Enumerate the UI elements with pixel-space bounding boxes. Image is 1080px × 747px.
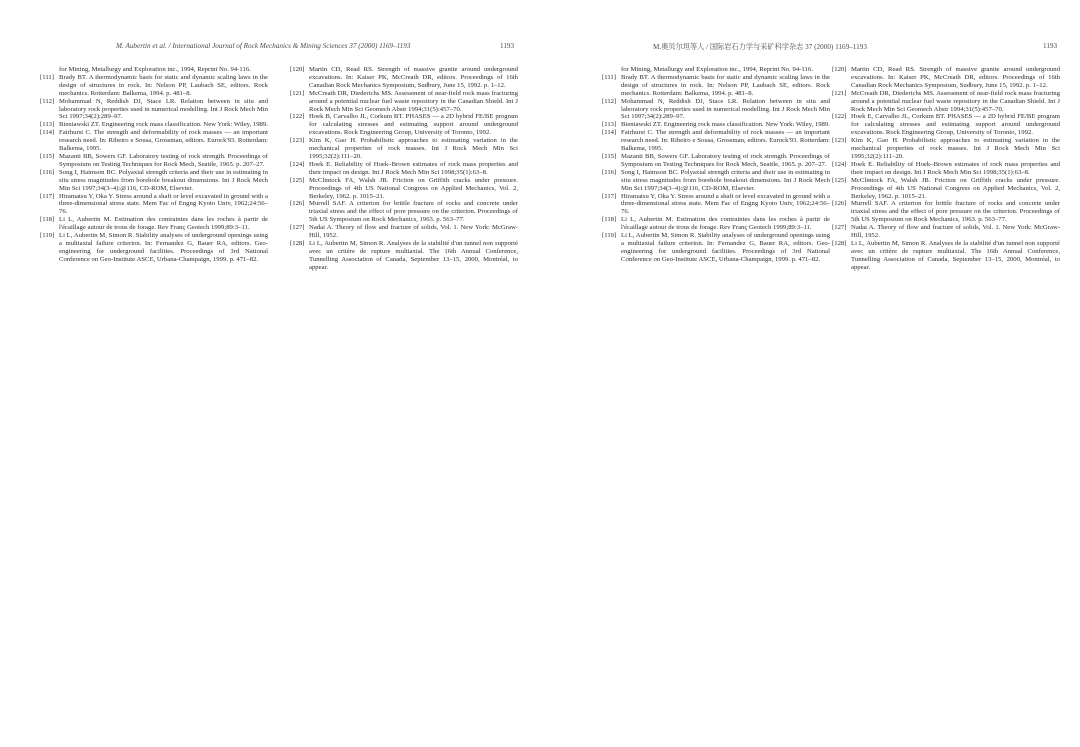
reference-entry xyxy=(602,98,830,122)
reference-number: [117] xyxy=(40,192,55,200)
reference-number: [121] xyxy=(832,89,847,97)
reference-text: McCreath DR, Diederichs MS. Assessment of near-field rock mass fracturing around a potential nuclear fuel waste repository in the Canadian Shield. Int J Rock Mech Min Sci Geomech Abstr 1994;31(5):457–70. xyxy=(851,89,1060,113)
reference-number: [118] xyxy=(602,216,617,224)
reference-number: [116] xyxy=(40,168,55,176)
reference-number: [127] xyxy=(832,224,847,232)
reference-text: Bieniawski ZT. Engineering rock mass classification. New York: Wiley, 1989. xyxy=(621,121,830,129)
reference-number: [116] xyxy=(602,168,617,176)
reference-number: [126] xyxy=(832,200,847,208)
page-number: 1193 xyxy=(1043,42,1058,50)
reference-number: [122] xyxy=(290,113,305,121)
reference-number: [118] xyxy=(40,216,55,224)
reference-text: Mohammad N, Reddish DJ, Stace LR. Relation between in situ and laboratory rock properties used in numerical modelling. Int J Rock Mech Min Sci 1997;34(2):289–97. xyxy=(59,97,268,121)
reference-number: [128] xyxy=(832,239,847,247)
reference-entry xyxy=(40,98,268,122)
reference-number: [125] xyxy=(832,176,847,184)
reference-number: [113] xyxy=(40,121,55,129)
reference-text: Mohammad N, Reddish DJ, Stace LR. Relation between in situ and laboratory rock properties used in numerical modelling. Int J Rock Mech Min Sci 1997;34(2):289–97. xyxy=(621,97,830,121)
reference-number: [111] xyxy=(602,73,616,81)
reference-number: [114] xyxy=(40,129,55,137)
reference-number: [119] xyxy=(40,232,55,240)
reference-text: Hoek E. Reliability of Hoek–Brown estimates of rock mass properties and their impact on design. Int J Rock Mech Min Sci 1998;35(1):63–8. xyxy=(851,160,1060,176)
reference-text: Mazanti BB, Sowers GF. Laboratory testing of rock strength. Proceedings of Symposium on Testing Techniques for Rock Mech, Seattle, 1965. p. 207–27. xyxy=(59,152,268,168)
page-number: 1193 xyxy=(500,42,515,50)
reference-number: [124] xyxy=(290,160,305,168)
reference-column-right xyxy=(832,66,1060,272)
reference-column-right xyxy=(290,66,518,272)
header-authors: M.奥贝尔坦等人 xyxy=(653,43,705,51)
header-journal: / 国际岩石力学与采矿科学杂志 37 (2000) 1169–1193 xyxy=(706,43,867,51)
reference-number: [115] xyxy=(40,152,55,160)
reference-entry xyxy=(290,224,518,240)
reference-text: Hoek B, Carvalho JL, Corkum BT. PHASES — a 2D hybrid FE/BE program for calculating stresses and estimating support around underground excavations. Rock Engineering Group, University of Toronto, 1992. xyxy=(309,113,518,137)
reference-entry xyxy=(40,153,268,169)
reference-entry xyxy=(290,161,518,177)
reference-entry xyxy=(602,129,830,153)
reference-text: Li L, Aubertin M. Estimation des contraintes dans les roches à partir de l'écaillage autour de trous de forage. Rev Franç Geotech 1999;89:3–11. xyxy=(59,216,268,232)
reference-number: [111] xyxy=(40,73,54,81)
reference-number: [113] xyxy=(602,121,617,129)
reference-text: Martin CD, Read RS. Strength of massive granite around underground excavations. In: Kaiser PK, McCreath DR, editors. Proceedings of 16th Canadian Rock Mechanics Symposium, Sudbury, June 15, 1992. p. 1–12. xyxy=(851,66,1060,89)
reference-text: McCreath DR, Diederichs MS. Assessment of near-field rock mass fracturing around a potential nuclear fuel waste repository in the Canadian Shield. Int J Rock Mech Min Sci Geomech Abstr 1994;31(5):457–70. xyxy=(309,89,518,113)
reference-number: [112] xyxy=(40,97,55,105)
reference-entry xyxy=(832,200,1060,224)
reference-entry xyxy=(40,66,268,74)
reference-text: Hiramatsu Y, Oka Y. Stress around a shaft or level excavated in ground with a three-dimensional stress state. Mem Fac of Engng Kyoto Univ, 1962;24:56–76. xyxy=(59,192,268,216)
reference-number: [119] xyxy=(602,232,617,240)
reference-number: [122] xyxy=(832,113,847,121)
reference-number: [114] xyxy=(602,129,617,137)
reference-number: [123] xyxy=(832,137,847,145)
reference-entry xyxy=(832,66,1060,90)
reference-text: Li L, Aubertin M, Simon R. Analyses de la stabilité d'un tunnel non supporté avec un critère de rupture multiaxial. The 16th Annual Conference, Tunnelling Association of Canada, September 13–15, 2000, Montréal, to appear. xyxy=(851,239,1060,271)
reference-text: Martin CD, Read RS. Strength of massive granite around underground excavations. In: Kaiser PK, McCreath DR, editors. Proceedings of 16th Canadian Rock Mechanics Symposium, Sudbury, June 15, 1992. p. 1–12. xyxy=(309,66,518,89)
reference-text: Song I, Haimson BC. Polyaxial strength criteria and their use in estimating in situ stress magnitudes from borehole breakout dimensions. Int J Rock Mech Min Sci 1997;34(3–4):@116, CD-ROM, Elsevier. xyxy=(621,168,830,192)
reference-number: [124] xyxy=(832,160,847,168)
reference-number: [120] xyxy=(832,66,847,73)
reference-entry xyxy=(602,74,830,98)
reference-entry xyxy=(290,240,518,272)
header-journal: / International Journal of Rock Mechanics & Mining Sciences 37 (2000) 1169–1193 xyxy=(168,42,411,50)
reference-text: Murrell SAF. A criterion for brittle fracture of rocks and concrete under triaxial stress and the effect of pore pressure on the criterion. Proceedings of 5th US Symposium on Rock Mechanics, 1963. p. 563–77. xyxy=(851,200,1060,224)
running-header xyxy=(116,42,410,50)
reference-text: Mazanti BB, Sowers GF. Laboratory testing of rock strength. Proceedings of Symposium on Testing Techniques for Rock Mech, Seattle, 1965. p. 207–27. xyxy=(621,152,830,168)
reference-text: Brady BT. A thermodynamic basis for static and dynamic scaling laws in the design of structures in rock. In: Nelson PP, Laubach SE, editors. Rock mechanics. Rotterdam: Balkema, 1994. p. 481–8. xyxy=(59,73,268,97)
reference-text: Brady BT. A thermodynamic basis for static and dynamic scaling laws in the design of structures in rock. In: Nelson PP, Laubach SE, editors. Rock mechanics. Rotterdam: Balkema, 1994. p. 481–8. xyxy=(621,73,830,97)
reference-text: Li L, Aubertin M, Simon R. Stability analyses of underground openings using a multiaxial failure criterion. In: Fernandez G, Bauer RA, editors. Geo-engineering for underground facilities. Proceedings of 3rd National Conference on Geo-Institute ASCE, Urbana-Champaign, 1999. p. 471–82. xyxy=(59,232,268,263)
reference-entry xyxy=(290,137,518,161)
reference-entry xyxy=(602,153,830,169)
reference-entry xyxy=(40,121,268,129)
reference-text: Kim K, Gao H. Probabilistic approaches to estimating variation in the mechanical properties of rock masses. Int J Rock Mech Min Sci 1995;32(2):111–20. xyxy=(851,137,1060,160)
reference-text: Nadai A. Theory of flow and fracture of solids, Vol. 1. New York: McGraw-Hill, 1952. xyxy=(309,224,518,240)
reference-entry xyxy=(290,177,518,201)
reference-text: McClintock FA, Walsh JB. Friction on Griffith cracks under pressure. Proceedings of 4th US National Congress on Applied Mechanics, Vol. 2, Berkeley, 1962. p. 1015–21. xyxy=(309,176,518,200)
reference-number: [120] xyxy=(290,66,305,73)
reference-entry xyxy=(602,66,830,74)
reference-entry xyxy=(290,66,518,90)
reference-text: Li L, Aubertin M. Estimation des contraintes dans les roches à partir de l'écaillage autour de trous de forage. Rev Franç Geotech 1999;89:3–11. xyxy=(621,216,830,232)
reference-number: [126] xyxy=(290,200,305,208)
reference-entry xyxy=(40,169,268,193)
reference-entry xyxy=(832,137,1060,161)
reference-entry xyxy=(40,216,268,232)
reference-entry xyxy=(602,193,830,217)
reference-entry xyxy=(602,232,830,264)
reference-number: [121] xyxy=(290,89,305,97)
reference-number: [117] xyxy=(602,192,617,200)
reference-text: McClintock FA, Walsh JB. Friction on Griffith cracks under pressure. Proceedings of 4th US National Congress on Applied Mechanics, Vol. 2, Berkeley, 1962. p. 1015–21. xyxy=(851,176,1060,200)
reference-text: Li L, Aubertin M, Simon R. Stability analyses of underground openings using a multiaxial failure criterion. In: Fernandez G, Bauer RA, editors. Geo-engineering for underground facilities. Proceedings of 3rd National Conference on Geo-Institute ASCE, Urbana-Champaign, 1999. p. 471–82. xyxy=(621,232,830,263)
translated-page xyxy=(540,0,1080,747)
reference-number: [125] xyxy=(290,176,305,184)
reference-number: [115] xyxy=(602,152,617,160)
reference-entry xyxy=(290,90,518,114)
reference-column-left xyxy=(602,66,830,264)
reference-number: [128] xyxy=(290,239,305,247)
reference-entry xyxy=(40,129,268,153)
reference-entry xyxy=(602,216,830,232)
reference-entry xyxy=(832,224,1060,240)
reference-entry xyxy=(602,121,830,129)
reference-entry xyxy=(832,161,1060,177)
reference-text: Murrell SAF. A criterion for brittle fracture of rocks and concrete under triaxial stress and the effect of pore pressure on the criterion. Proceedings of 5th US Symposium on Rock Mechanics, 1963. p. 563–77. xyxy=(309,200,518,224)
reference-entry xyxy=(40,193,268,217)
reference-text: Hiramatsu Y, Oka Y. Stress around a shaft or level excavated in ground with a three-dimensional stress state. Mem Fac of Engng Kyoto Univ, 1962;24:56–76. xyxy=(621,192,830,216)
reference-text: Bieniawski ZT. Engineering rock mass classification. New York: Wiley, 1989. xyxy=(59,121,268,129)
reference-entry xyxy=(832,240,1060,272)
reference-entry xyxy=(832,113,1060,137)
reference-text: Kim K, Gao H. Probabilistic approaches to estimating variation in the mechanical properties of rock masses. Int J Rock Mech Min Sci 1995;32(2):111–20. xyxy=(309,137,518,160)
reference-entry xyxy=(602,169,830,193)
reference-column-left xyxy=(40,66,268,264)
header-authors: M. Aubertin et al. xyxy=(116,42,167,50)
reference-number: [112] xyxy=(602,97,617,105)
reference-number: [127] xyxy=(290,224,305,232)
reference-text: Li L, Aubertin M, Simon R. Analyses de la stabilité d'un tunnel non supporté avec un critère de rupture multiaxial. The 16th Annual Conference, Tunnelling Association of Canada, September 13–15, 2000, Montréal, to appear. xyxy=(309,239,518,271)
reference-text: Fairhurst C. The strength and deformability of rock masses — an important research need. In: Ribeiro e Sousa, Grossman, editors. Eurock'93. Rotterdam: Balkema, 1995. xyxy=(621,129,830,153)
reference-text: for Mining, Metallurgy and Exploration inc., 1994, Reprint No. 94-116. xyxy=(59,66,251,73)
reference-text: Song I, Haimson BC. Polyaxial strength criteria and their use in estimating in situ stress magnitudes from borehole breakout dimensions. Int J Rock Mech Min Sci 1997;34(3–4):@116, CD-ROM, Elsevier. xyxy=(59,168,268,192)
reference-number: [123] xyxy=(290,137,305,145)
reference-entry xyxy=(832,177,1060,201)
reference-text: Fairhurst C. The strength and deformability of rock masses — an important research need. In: Ribeiro e Sousa, Grossman, editors. Eurock'93. Rotterdam: Balkema, 1995. xyxy=(59,129,268,153)
reference-text: Nadai A. Theory of flow and fracture of solids, Vol. 1. New York: McGraw-Hill, 1952. xyxy=(851,224,1060,240)
reference-entry xyxy=(40,232,268,264)
reference-entry xyxy=(290,200,518,224)
reference-entry xyxy=(290,113,518,137)
reference-text: Hoek E. Reliability of Hoek–Brown estimates of rock mass properties and their impact on design. Int J Rock Mech Min Sci 1998;35(1):63–8. xyxy=(309,160,518,176)
reference-entry xyxy=(832,90,1060,114)
running-header xyxy=(653,42,867,52)
reference-text: Hoek E, Carvalho JL, Corkum BT. PHASES — a 2D hybrid FE/BE program for calculating stresses and estimating support around underground excavations. Rock Engineering Group, University of Toronto, 1992. xyxy=(851,113,1060,137)
reference-text: for Mining, Metallurgy and Exploration inc., 1994, Reprint No. 94-116. xyxy=(621,66,813,73)
reference-entry xyxy=(40,74,268,98)
